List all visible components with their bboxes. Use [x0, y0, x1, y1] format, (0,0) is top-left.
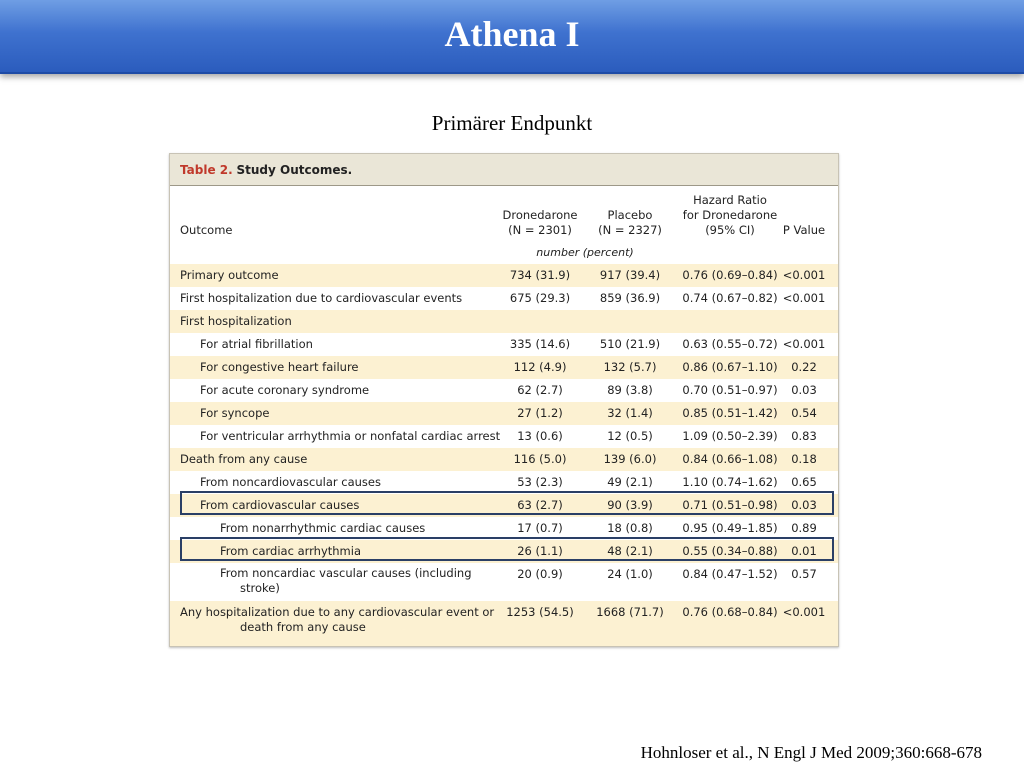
- row-hazard-ratio: 0.70 (0.51–0.97): [682, 383, 778, 397]
- row-hazard-ratio: 0.95 (0.49–1.85): [682, 521, 778, 535]
- header-dronedarone-line2: (N = 2301): [508, 223, 572, 237]
- table-row: [170, 379, 838, 402]
- row-p-value: <0.001: [782, 291, 826, 305]
- row-outcome-line1: From noncardiac vascular causes (including: [220, 566, 472, 580]
- row-placebo: 90 (3.9): [607, 498, 653, 512]
- header-placebo-line1: Placebo: [607, 208, 653, 222]
- table-row: [170, 333, 838, 356]
- row-dronedarone: 53 (2.3): [517, 475, 563, 489]
- row-hazard-ratio: 0.86 (0.67–1.10): [682, 360, 778, 374]
- row-outcome: For ventricular arrhythmia or nonfatal cardiac arrest: [200, 429, 501, 443]
- row-placebo: 917 (39.4): [599, 268, 661, 282]
- row-p-value: <0.001: [782, 337, 826, 351]
- row-outcome-line2: death from any cause: [240, 620, 366, 634]
- row-hazard-ratio: 0.74 (0.67–0.82): [682, 291, 778, 305]
- row-p-value: 0.18: [791, 452, 817, 466]
- row-p-value: <0.001: [782, 605, 826, 619]
- header-hr-line3: (95% CI): [705, 223, 755, 237]
- row-hazard-ratio: 0.85 (0.51–1.42): [682, 406, 778, 420]
- table-row: [170, 517, 838, 540]
- row-hazard-ratio: 0.84 (0.47–1.52): [682, 567, 778, 581]
- row-p-value: <0.001: [782, 268, 826, 282]
- header-hr-line2: for Dronedarone: [682, 208, 778, 222]
- table-row: [170, 540, 838, 563]
- slide-subtitle: Primärer Endpunkt: [431, 111, 593, 135]
- row-p-value: 0.03: [791, 498, 817, 512]
- row-dronedarone: 17 (0.7): [517, 521, 563, 535]
- row-placebo: 1668 (71.7): [596, 605, 664, 619]
- row-placebo: 132 (5.7): [603, 360, 657, 374]
- row-dronedarone: 675 (29.3): [509, 291, 571, 305]
- row-dronedarone: 26 (1.1): [517, 544, 563, 558]
- table-row: [170, 601, 838, 646]
- row-dronedarone: 62 (2.7): [517, 383, 563, 397]
- row-dronedarone: 116 (5.0): [513, 452, 567, 466]
- row-placebo: 49 (2.1): [607, 475, 653, 489]
- row-outcome: [220, 566, 472, 596]
- header-placebo: [580, 208, 680, 238]
- row-p-value: 0.65: [791, 475, 817, 489]
- study-outcomes-table: [169, 153, 839, 647]
- row-p-value: 0.03: [791, 383, 817, 397]
- row-placebo: 12 (0.5): [607, 429, 653, 443]
- row-p-value: 0.89: [791, 521, 817, 535]
- table-row: [170, 287, 838, 310]
- caption-text: Study Outcomes.: [236, 163, 353, 177]
- row-p-value: 0.83: [791, 429, 817, 443]
- slide-title: Athena I: [444, 14, 580, 54]
- row-placebo: 18 (0.8): [607, 521, 653, 535]
- header-hr-line1: Hazard Ratio: [693, 193, 767, 207]
- table-row: [170, 471, 838, 494]
- row-dronedarone: 63 (2.7): [517, 498, 563, 512]
- row-outcome: [180, 605, 494, 635]
- table-caption: [180, 163, 352, 177]
- row-dronedarone: 335 (14.6): [509, 337, 571, 351]
- row-p-value: 0.57: [791, 567, 817, 581]
- row-dronedarone: 27 (1.2): [517, 406, 563, 420]
- row-hazard-ratio: 0.76 (0.68–0.84): [682, 605, 778, 619]
- header-outcome: Outcome: [180, 223, 233, 237]
- header-placebo-line2: (N = 2327): [598, 223, 662, 237]
- table-row: [170, 563, 838, 601]
- header-dronedarone: [490, 208, 590, 238]
- row-placebo: 24 (1.0): [607, 567, 653, 581]
- row-outcome: For atrial fibrillation: [200, 337, 313, 351]
- row-placebo: 89 (3.8): [607, 383, 653, 397]
- title-bar: [0, 0, 1024, 74]
- row-outcome: For acute coronary syndrome: [200, 383, 370, 397]
- row-p-value: 0.22: [791, 360, 817, 374]
- table-row: [170, 402, 838, 425]
- table-row: [170, 494, 838, 517]
- row-placebo: 32 (1.4): [607, 406, 653, 420]
- row-outcome-line1: Any hospitalization due to any cardiovascular event or: [180, 605, 495, 619]
- row-outcome: From cardiac arrhythmia: [220, 544, 361, 558]
- row-dronedarone: 1253 (54.5): [506, 605, 574, 619]
- row-outcome: From cardiovascular causes: [200, 498, 360, 512]
- row-hazard-ratio: 0.84 (0.66–1.08): [682, 452, 778, 466]
- row-hazard-ratio: 0.55 (0.34–0.88): [682, 544, 778, 558]
- table-caption-row: [170, 154, 838, 186]
- row-placebo: 510 (21.9): [599, 337, 661, 351]
- row-outcome: First hospitalization due to cardiovascular events: [180, 291, 463, 305]
- row-dronedarone: 112 (4.9): [513, 360, 567, 374]
- row-outcome: For congestive heart failure: [200, 360, 359, 374]
- table-row: [170, 264, 838, 287]
- row-outcome: For syncope: [200, 406, 270, 420]
- table-row: [170, 356, 838, 379]
- row-outcome: First hospitalization: [180, 314, 292, 328]
- row-dronedarone: 734 (31.9): [509, 268, 571, 282]
- row-dronedarone: 13 (0.6): [517, 429, 563, 443]
- row-placebo: 139 (6.0): [603, 452, 657, 466]
- row-outcome: From noncardiovascular causes: [200, 475, 381, 489]
- row-dronedarone: 20 (0.9): [517, 567, 563, 581]
- row-hazard-ratio: 0.63 (0.55–0.72): [682, 337, 778, 351]
- units-label: number (percent): [536, 246, 634, 259]
- row-outcome: Primary outcome: [180, 268, 279, 282]
- row-placebo: 859 (36.9): [599, 291, 661, 305]
- table-row: [170, 425, 838, 448]
- row-hazard-ratio: 0.71 (0.51–0.98): [682, 498, 778, 512]
- row-outcome: Death from any cause: [180, 452, 308, 466]
- row-p-value: 0.01: [791, 544, 817, 558]
- table-row: [170, 310, 838, 333]
- table-row: [170, 448, 838, 471]
- header-p-value: P Value: [782, 223, 826, 237]
- header-hazard-ratio: [675, 193, 785, 238]
- row-hazard-ratio: 0.76 (0.69–0.84): [682, 268, 778, 282]
- row-p-value: 0.54: [791, 406, 817, 420]
- row-hazard-ratio: 1.09 (0.50–2.39): [682, 429, 778, 443]
- row-placebo: 48 (2.1): [607, 544, 653, 558]
- caption-number: Table 2.: [180, 163, 233, 177]
- row-outcome: From nonarrhythmic cardiac causes: [220, 521, 426, 535]
- citation: Hohnloser et al., N Engl J Med 2009;360:668-678: [640, 743, 982, 762]
- header-dronedarone-line1: Dronedarone: [502, 208, 578, 222]
- row-outcome-line2: stroke): [240, 581, 280, 595]
- row-hazard-ratio: 1.10 (0.74–1.62): [682, 475, 778, 489]
